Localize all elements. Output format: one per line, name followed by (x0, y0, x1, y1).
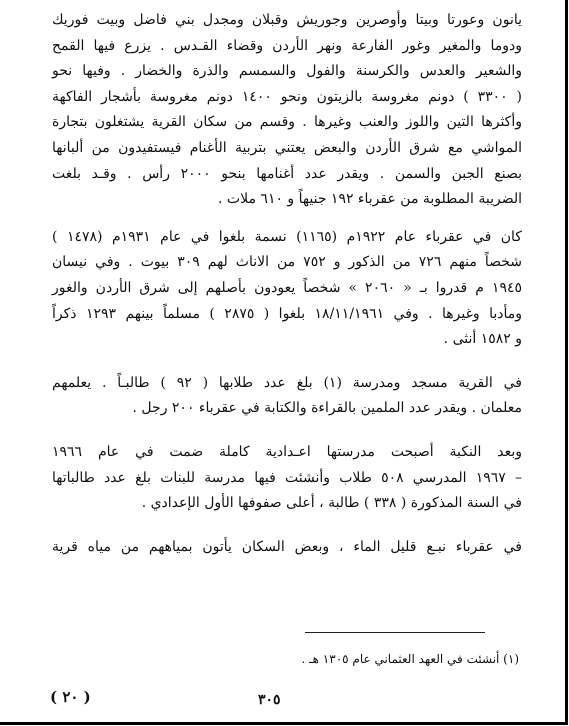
text-line: في القرية مسجد ومدرسة (١) بلغ عدد طلابها ( ٩٢ ) طالبـاً . يعلمهم (52, 374, 522, 391)
paragraph-water (52, 535, 522, 561)
text-line: في عقرباء نبـع قليل الماء ، وبعض السكان يأتون بمياههم من مياه قرية (52, 538, 522, 555)
text-line: كان في عقرباء عام ١٩٢٢م (١١٦٥) نسمة بلغوا في عام ١٩٣١م (١٤٧٨ ) (52, 228, 522, 245)
text-line: شخصاً منهم ٧٢٦ من الذكور و ٧٥٢ من الاناث لهم ٣٠٩ بيوت . وفي نيسان (52, 254, 522, 271)
footnote: (١) أنشئت في العهد العثماني عام ١٣٠٥ هـ . (301, 652, 519, 666)
paragraph-population (52, 225, 522, 353)
document-body (52, 8, 522, 560)
text-line: ١٩٤٥ م قدروا بـ « ٢٠٦٠ » شخصاً يعودون بأصلهم إلى شرق الأردن والغور (52, 279, 522, 296)
text-line: المواشي مع شرق الأردن والبعض يعتني بتربية الأغنام فيستفيدون من ألبانها (52, 139, 522, 156)
page-number: ٣٠٥ (258, 692, 281, 708)
footnote-divider (305, 632, 485, 633)
text-line: ومأدبا وغيرها . وفي ١٨/١١/١٩٦١ بلغوا ( ٢٨٧٥ ) مسلماً بينهم ١٢٩٣ ذكراً (52, 305, 522, 322)
text-line: ( ٣٣٠٠ ) دونم مغروسة بالزيتون ونحو ١٤٠٠ دونم مغروسة بأشجار الفاكهة (52, 88, 522, 105)
paragraph-agriculture (52, 8, 522, 213)
text-line: وبعد النكبة أصبحت مدرستها اعـدادية كاملة ضمت في عام ١٩٦٦ (52, 443, 522, 460)
text-line: يانون وعورتا وبيتا وأوصرين وجوريش وقبلان ومجدل بني فاضل وبيت فوريك (52, 12, 522, 28)
printed-page-number: ( ٢٠ ) (50, 688, 91, 706)
text-line: و ١٥٨٢ أنثى . (443, 331, 522, 348)
text-line: وأكثرها التين واللوز والعنب وغيرها . وقسم من سكان القرية يشتغلون بتجارة (52, 114, 522, 131)
paragraph-after-nakba (52, 440, 522, 517)
text-line: والشعير والعدس والكرسنة والفول والسمسم والذرة والخضار . وفيها نحو (52, 63, 522, 80)
text-line: الضريبة المطلوبة من عقرباء ١٩٢ جنيهاً و ٦١٠ ملات . (218, 191, 522, 208)
text-line: ودوما والمغير وغور الفارعة ونهر الأردن وقضاء القـدس . يزرع فيها القمح (52, 37, 522, 54)
text-line: في السنة المذكورة ( ٣٣٨ ) طالبة ، أعلى صفوفها الأول الإعدادي . (141, 495, 522, 512)
text-line: بصنع الجبن والسمن . ويقدر عدد أغنامها بنحو ٢٠٠٠ رأس . وقـد بلغت (52, 165, 522, 182)
text-line: معلمان . ويقدر عدد الملمين بالقراءة والكتابة في عقرباء ٢٠٠ رجل . (132, 400, 522, 417)
paragraph-school (52, 371, 522, 422)
text-line: – ١٩٦٧ المدرسي ٥٠٨ طلاب وأنشئت فيها مدرسة للبنات بلغ عدد طالباتها (52, 469, 522, 486)
